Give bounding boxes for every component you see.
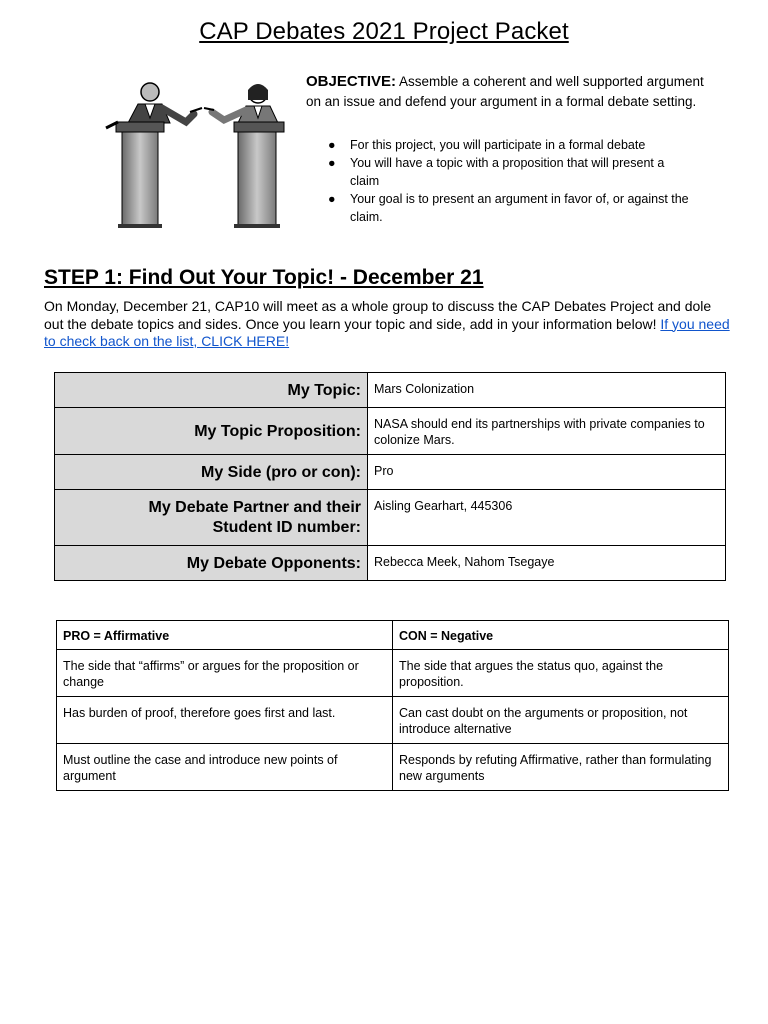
left-speaker-figure	[106, 83, 202, 228]
table-row	[57, 650, 729, 697]
list-item: ● You will have a topic with a proposition that will present a claim	[328, 156, 665, 188]
table-row	[57, 744, 729, 791]
topic-list-link[interactable]: If you need to check back on the list, CLICK HERE!	[44, 315, 730, 349]
objective-bullet-list	[306, 136, 696, 226]
objective-paragraph	[306, 72, 706, 112]
bullet-icon: ●	[328, 192, 336, 206]
objective-text: Assemble a coherent and well supported argument on an issue and defend your argument in a formal debate setting.	[306, 74, 704, 109]
table-row	[55, 408, 726, 455]
table-cell: Responds by refuting Affirmative, rather than formulating new arguments	[393, 744, 729, 791]
debate-illustration	[98, 78, 298, 228]
opponents-value[interactable]: Rebecca Meek, Nahom Tsegaye	[368, 546, 726, 581]
side-label: My Side (pro or con):	[55, 455, 368, 490]
topic-label: My Topic:	[55, 373, 368, 408]
table-cell: Must outline the case and introduce new points of argument	[57, 744, 393, 791]
opponents-label: My Debate Opponents:	[55, 546, 368, 581]
table-cell: Can cast doubt on the arguments or proposition, not introduce alternative	[393, 697, 729, 744]
pro-con-table	[56, 620, 729, 791]
table-cell: The side that argues the status quo, against the proposition.	[393, 650, 729, 697]
proposition-value[interactable]: NASA should end its partnerships with private companies to colonize Mars.	[368, 408, 726, 455]
right-speaker-figure	[204, 84, 284, 228]
table-row	[55, 373, 726, 408]
topic-value[interactable]: Mars Colonization	[368, 373, 726, 408]
topic-info-table	[54, 372, 726, 581]
list-item: ● For this project, you will participate in a formal debate	[328, 138, 646, 152]
page-title: CAP Debates 2021 Project Packet	[199, 18, 569, 45]
table-row	[55, 455, 726, 490]
step1-intro-text: On Monday, December 21, CAP10 will meet as a whole group to discuss the CAP Debates Project and dole out the debate topics and sides. Once you learn your topic and side, add in your information below!	[44, 298, 712, 332]
list-item: ● Your goal is to present an argument in favor of, or against the claim.	[328, 192, 689, 224]
bullet-icon: ●	[328, 156, 336, 170]
con-header: CON = Negative	[393, 621, 729, 650]
pro-header: PRO = Affirmative	[57, 621, 393, 650]
side-value[interactable]: Pro	[368, 455, 726, 490]
table-row	[55, 490, 726, 546]
table-cell: The side that “affirms” or argues for the proposition or change	[57, 650, 393, 697]
table-row	[55, 546, 726, 581]
partner-label: My Debate Partner and their Student ID number:	[55, 490, 368, 546]
objective-heading: OBJECTIVE:	[306, 73, 397, 90]
step1-heading: STEP 1: Find Out Your Topic! - December 21	[44, 266, 484, 289]
partner-value[interactable]: Aisling Gearhart, 445306	[368, 490, 726, 546]
step1-intro	[44, 298, 734, 351]
bullet-icon: ●	[328, 138, 336, 152]
table-row	[57, 697, 729, 744]
proposition-label: My Topic Proposition:	[55, 408, 368, 455]
table-header-row	[57, 621, 729, 650]
table-cell: Has burden of proof, therefore goes first and last.	[57, 697, 393, 744]
